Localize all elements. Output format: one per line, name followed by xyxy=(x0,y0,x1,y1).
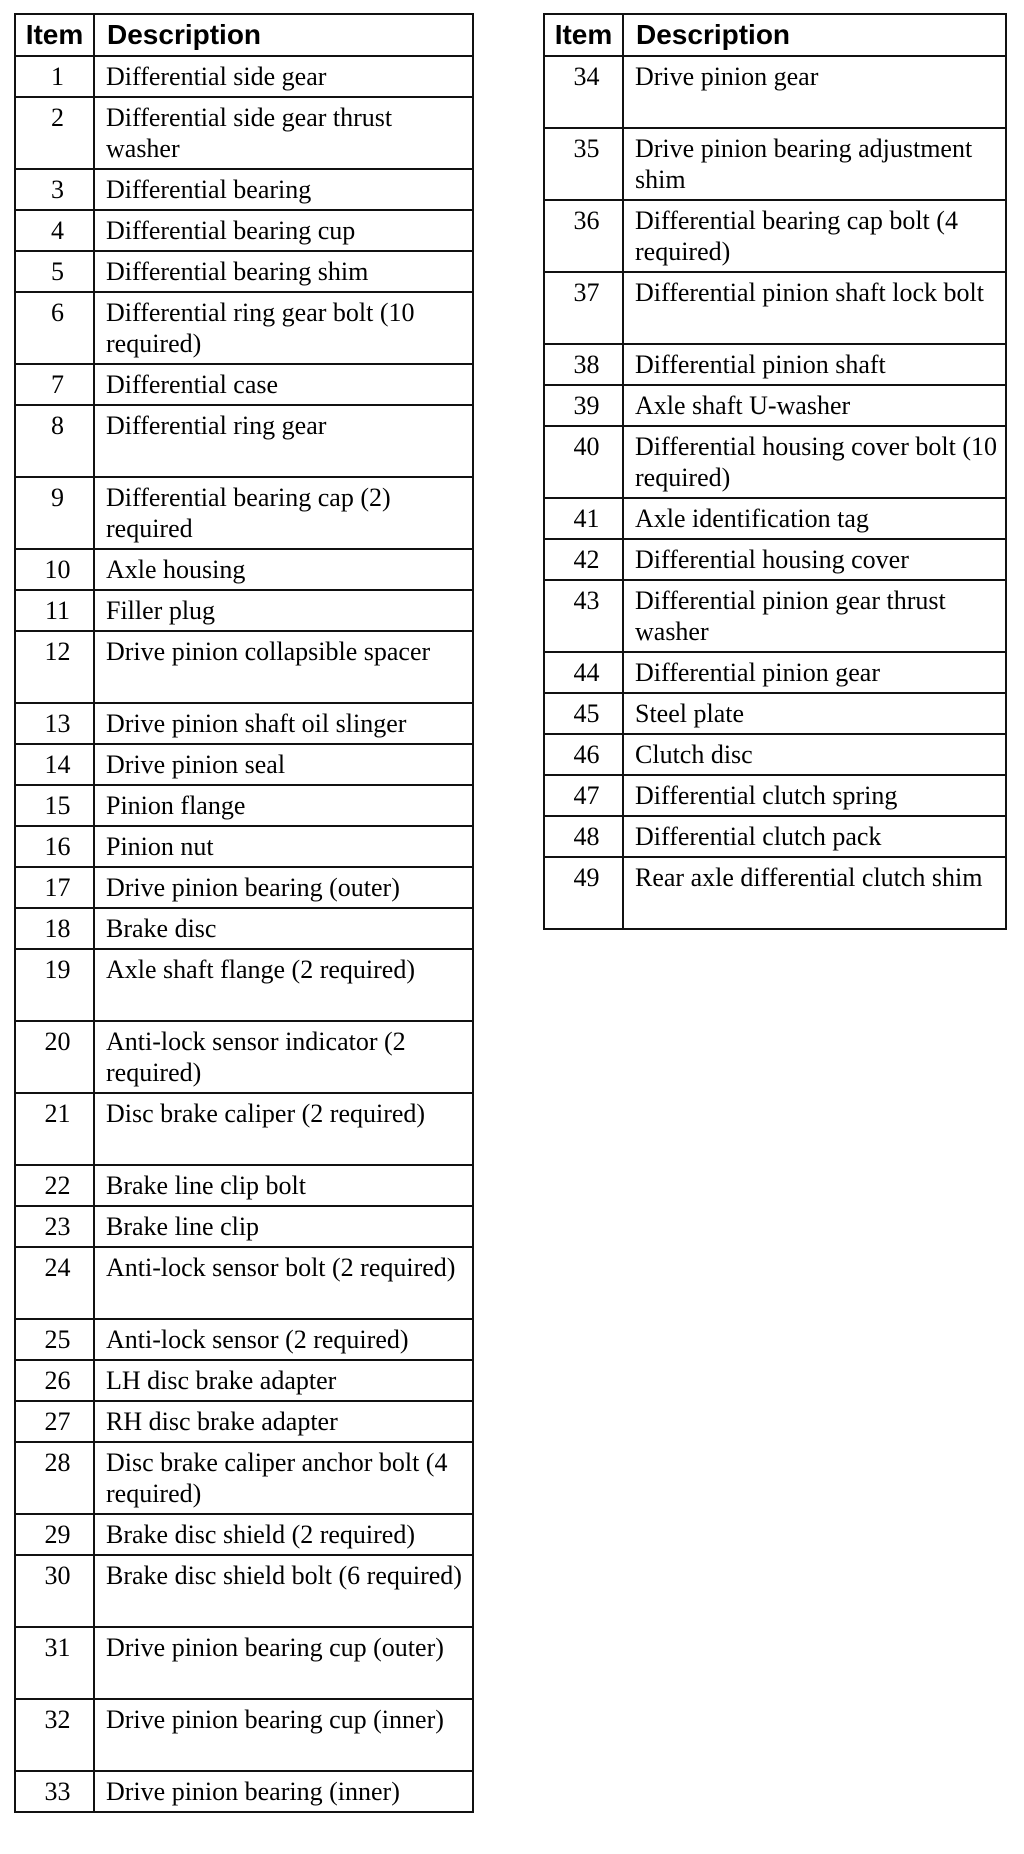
item-number: 2 xyxy=(15,97,94,169)
item-number: 42 xyxy=(544,539,623,580)
table-row xyxy=(544,385,1006,426)
item-description: Differential pinion gear thrust washer xyxy=(623,580,1006,652)
table-row xyxy=(15,97,473,169)
table-row xyxy=(15,1093,473,1165)
table-row xyxy=(544,498,1006,539)
item-description: Drive pinion seal xyxy=(94,744,473,785)
item-number: 35 xyxy=(544,128,623,200)
item-description: Differential bearing cap (2) required xyxy=(94,477,473,549)
item-description: Drive pinion gear xyxy=(623,56,1006,128)
item-description: Drive pinion bearing adjustment shim xyxy=(623,128,1006,200)
table-row xyxy=(15,1360,473,1401)
item-description: Differential clutch pack xyxy=(623,816,1006,857)
table-header-row xyxy=(15,14,473,56)
table-row xyxy=(15,251,473,292)
table-row xyxy=(15,703,473,744)
item-number: 12 xyxy=(15,631,94,703)
column-header-item: Item xyxy=(15,14,94,56)
item-description: Drive pinion bearing cup (inner) xyxy=(94,1699,473,1771)
item-number: 15 xyxy=(15,785,94,826)
item-number: 41 xyxy=(544,498,623,539)
item-description: Differential ring gear bolt (10 required) xyxy=(94,292,473,364)
item-description: Differential bearing cap bolt (4 required) xyxy=(623,200,1006,272)
item-number: 25 xyxy=(15,1319,94,1360)
table-row xyxy=(15,292,473,364)
item-description: Rear axle differential clutch shim xyxy=(623,857,1006,929)
table-row xyxy=(15,1771,473,1812)
item-number: 1 xyxy=(15,56,94,97)
table-row xyxy=(15,631,473,703)
item-description: Drive pinion bearing cup (outer) xyxy=(94,1627,473,1699)
item-description: Differential bearing shim xyxy=(94,251,473,292)
column-header-description: Description xyxy=(623,14,1006,56)
item-description: Disc brake caliper anchor bolt (4 required) xyxy=(94,1442,473,1514)
table-row xyxy=(15,477,473,549)
item-number: 11 xyxy=(15,590,94,631)
table-row xyxy=(544,200,1006,272)
item-number: 40 xyxy=(544,426,623,498)
item-number: 27 xyxy=(15,1401,94,1442)
item-number: 43 xyxy=(544,580,623,652)
table-row xyxy=(15,1514,473,1555)
item-description: Pinion nut xyxy=(94,826,473,867)
item-description: Drive pinion shaft oil slinger xyxy=(94,703,473,744)
item-number: 9 xyxy=(15,477,94,549)
item-number: 23 xyxy=(15,1206,94,1247)
table-row xyxy=(15,1165,473,1206)
item-description: RH disc brake adapter xyxy=(94,1401,473,1442)
table-row xyxy=(15,590,473,631)
item-description: Brake line clip bolt xyxy=(94,1165,473,1206)
table-row xyxy=(15,1699,473,1771)
table-row xyxy=(15,56,473,97)
item-description: Axle shaft flange (2 required) xyxy=(94,949,473,1021)
table-row xyxy=(544,272,1006,344)
table-row xyxy=(15,785,473,826)
table-row xyxy=(544,128,1006,200)
item-number: 7 xyxy=(15,364,94,405)
item-number: 37 xyxy=(544,272,623,344)
item-number: 22 xyxy=(15,1165,94,1206)
item-number: 28 xyxy=(15,1442,94,1514)
item-description: Axle shaft U-washer xyxy=(623,385,1006,426)
item-description: Filler plug xyxy=(94,590,473,631)
item-description: Differential pinion shaft xyxy=(623,344,1006,385)
item-description: Steel plate xyxy=(623,693,1006,734)
item-number: 30 xyxy=(15,1555,94,1627)
item-number: 6 xyxy=(15,292,94,364)
item-number: 48 xyxy=(544,816,623,857)
item-description: Axle housing xyxy=(94,549,473,590)
item-description: Differential side gear xyxy=(94,56,473,97)
item-description: Anti-lock sensor (2 required) xyxy=(94,1319,473,1360)
item-number: 47 xyxy=(544,775,623,816)
table-row xyxy=(544,426,1006,498)
item-description: LH disc brake adapter xyxy=(94,1360,473,1401)
item-description: Differential ring gear xyxy=(94,405,473,477)
item-description: Brake line clip xyxy=(94,1206,473,1247)
item-description: Brake disc shield (2 required) xyxy=(94,1514,473,1555)
item-number: 38 xyxy=(544,344,623,385)
table-row xyxy=(544,56,1006,128)
parts-table-right xyxy=(543,13,1007,930)
item-description: Differential housing cover xyxy=(623,539,1006,580)
item-number: 49 xyxy=(544,857,623,929)
item-number: 45 xyxy=(544,693,623,734)
item-description: Differential bearing cup xyxy=(94,210,473,251)
item-number: 46 xyxy=(544,734,623,775)
item-number: 29 xyxy=(15,1514,94,1555)
item-number: 39 xyxy=(544,385,623,426)
item-number: 17 xyxy=(15,867,94,908)
table-row xyxy=(544,734,1006,775)
table-row xyxy=(15,1555,473,1627)
table-row xyxy=(15,744,473,785)
table-row xyxy=(544,775,1006,816)
table-row xyxy=(15,169,473,210)
item-description: Differential pinion shaft lock bolt xyxy=(623,272,1006,344)
item-description: Anti-lock sensor indicator (2 required) xyxy=(94,1021,473,1093)
item-number: 5 xyxy=(15,251,94,292)
item-number: 13 xyxy=(15,703,94,744)
item-description: Differential bearing xyxy=(94,169,473,210)
table-row xyxy=(544,857,1006,929)
table-row xyxy=(544,693,1006,734)
table-row xyxy=(15,1401,473,1442)
item-number: 33 xyxy=(15,1771,94,1812)
table-row xyxy=(15,867,473,908)
item-description: Axle identification tag xyxy=(623,498,1006,539)
item-description: Anti-lock sensor bolt (2 required) xyxy=(94,1247,473,1319)
item-description: Differential clutch spring xyxy=(623,775,1006,816)
item-number: 19 xyxy=(15,949,94,1021)
table-row xyxy=(15,364,473,405)
table-row xyxy=(15,826,473,867)
table-row xyxy=(544,652,1006,693)
item-number: 10 xyxy=(15,549,94,590)
table-row xyxy=(15,1627,473,1699)
item-description: Drive pinion bearing (outer) xyxy=(94,867,473,908)
table-row xyxy=(15,1021,473,1093)
table-row xyxy=(544,816,1006,857)
table-row xyxy=(15,908,473,949)
table-row xyxy=(15,1206,473,1247)
item-description: Differential side gear thrust washer xyxy=(94,97,473,169)
item-description: Differential case xyxy=(94,364,473,405)
item-description: Disc brake caliper (2 required) xyxy=(94,1093,473,1165)
table-row xyxy=(15,210,473,251)
item-number: 24 xyxy=(15,1247,94,1319)
table-row xyxy=(15,1442,473,1514)
item-number: 44 xyxy=(544,652,623,693)
item-number: 3 xyxy=(15,169,94,210)
item-number: 32 xyxy=(15,1699,94,1771)
item-number: 36 xyxy=(544,200,623,272)
table-row xyxy=(15,949,473,1021)
item-number: 14 xyxy=(15,744,94,785)
column-header-item: Item xyxy=(544,14,623,56)
item-number: 26 xyxy=(15,1360,94,1401)
item-number: 8 xyxy=(15,405,94,477)
item-description: Brake disc xyxy=(94,908,473,949)
parts-table-left xyxy=(14,13,474,1813)
item-description: Drive pinion bearing (inner) xyxy=(94,1771,473,1812)
table-row xyxy=(544,344,1006,385)
table-row xyxy=(544,580,1006,652)
item-description: Clutch disc xyxy=(623,734,1006,775)
item-number: 34 xyxy=(544,56,623,128)
column-header-description: Description xyxy=(94,14,473,56)
item-number: 31 xyxy=(15,1627,94,1699)
item-number: 4 xyxy=(15,210,94,251)
item-description: Differential pinion gear xyxy=(623,652,1006,693)
table-row xyxy=(15,1319,473,1360)
item-number: 21 xyxy=(15,1093,94,1165)
item-description: Brake disc shield bolt (6 required) xyxy=(94,1555,473,1627)
table-header-row xyxy=(544,14,1006,56)
item-description: Pinion flange xyxy=(94,785,473,826)
table-row xyxy=(15,549,473,590)
table-row xyxy=(15,1247,473,1319)
table-row xyxy=(15,405,473,477)
item-description: Differential housing cover bolt (10 required) xyxy=(623,426,1006,498)
item-number: 16 xyxy=(15,826,94,867)
table-row xyxy=(544,539,1006,580)
item-number: 18 xyxy=(15,908,94,949)
item-description: Drive pinion collapsible spacer xyxy=(94,631,473,703)
item-number: 20 xyxy=(15,1021,94,1093)
